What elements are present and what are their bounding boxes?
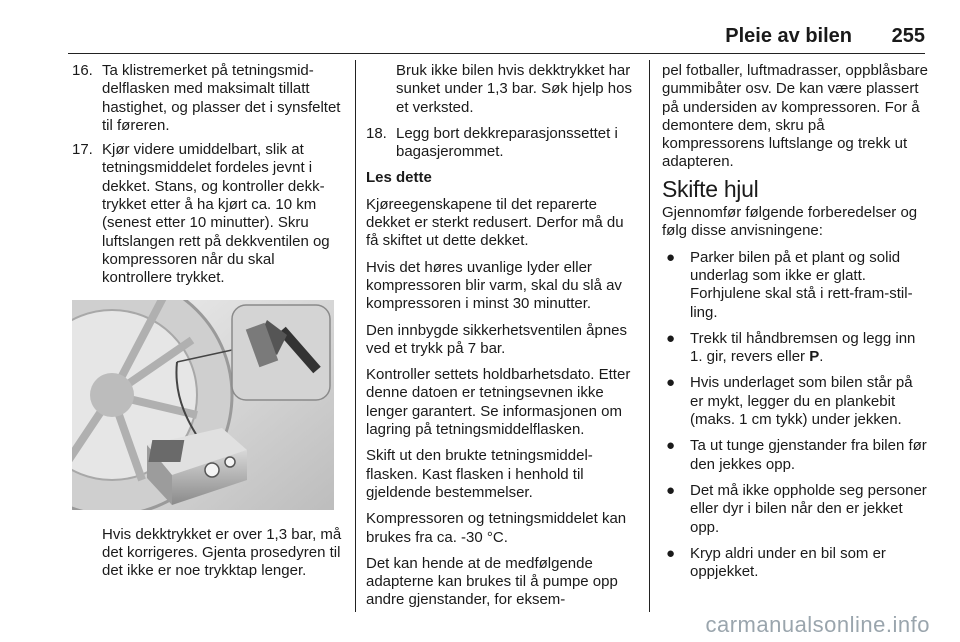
column-2 <box>366 62 638 618</box>
column-3 <box>662 62 930 589</box>
bullet-icon: ● <box>666 329 676 347</box>
bullet-item <box>662 249 930 322</box>
bullet-text-suffix: . <box>819 348 824 366</box>
list-item-16 <box>72 62 344 135</box>
paragraph: Hvis det høres uvanlige lyder eller kompressoren blir varm, skal du slå av kompressoren i minst 30 minutter. <box>366 258 622 313</box>
watermark: carmanualsonline.info <box>705 612 930 637</box>
paragraph: Skift ut den brukte tetningsmiddelflasken. Kast flasken i henhold til gjeldende bestemmelser. <box>366 447 593 501</box>
compressor-image <box>72 300 334 510</box>
bullet-text: Det må ikke oppholde seg personer eller dyr i bilen når den er jekket opp. <box>690 481 927 536</box>
section-title: Skifte hjul <box>662 175 759 202</box>
bullet-item <box>662 437 930 474</box>
bullet-item <box>662 330 930 367</box>
bullet-icon: ● <box>666 374 676 392</box>
bullet-item <box>662 482 930 537</box>
bullet-icon: ● <box>666 248 676 266</box>
list-text: Legg bort dekkreparasjonssettet i bagasjerommet. <box>396 124 618 161</box>
bullet-text: Kryp aldri under en bil som er oppjekket. <box>690 544 886 581</box>
bullet-icon: ● <box>666 544 676 562</box>
paragraph: Det kan hende at de medfølgende adapterne kan brukes til å pumpe opp andre gjenstander, for eksem- <box>366 554 618 609</box>
paragraph: Den innbygde sikkerhetsventilen åpnes ved et trykk på 7 bar. <box>366 321 627 357</box>
list-number: 16. <box>72 62 93 79</box>
after-figure-text: Hvis dekktrykket er over 1,3 bar, må det korrigeres. Gjenta prosedyren til det ikke er noe trykktap lenger. <box>102 525 342 580</box>
bullet-item <box>662 545 930 582</box>
list-number: 18. <box>366 124 387 142</box>
bullet-text: Parker bilen på et plant og solid underlag som ikke er glatt. Forhjulene skal stå i rett-fram-stilling. <box>690 248 913 321</box>
bullet-text <box>690 330 930 367</box>
header-rule <box>68 53 925 54</box>
note-text: Kjøreegenskapene til det reparerte dekket er sterkt redusert. Derfor må du få skiftet ut dette dekket. <box>366 195 624 250</box>
list-item-17 <box>72 141 344 287</box>
gear-p-label: P <box>809 348 820 366</box>
bullet-text: Hvis underlaget som bilen står på er mykt, legger du en plankebit (maks. 1 cm tykk) under jekken. <box>690 374 913 429</box>
page-number: 255 <box>891 25 925 47</box>
bullet-text: Ta ut tunge gjenstander fra bilen før den jekkes opp. <box>690 437 927 473</box>
bullet-text-prefix: Trekk til håndbremsen og legg inn 1. gir, revers eller <box>690 329 916 366</box>
bullet-icon: ● <box>666 437 676 455</box>
list-number: 17. <box>72 141 93 159</box>
list-text: Ta klistremerket på tetningsmiddelflasken med maksimalt tillatt hastighet, og plasser det i synsfeltet til føreren. <box>102 62 341 134</box>
column-divider-2 <box>649 60 650 612</box>
bullet-icon: ● <box>666 481 676 499</box>
section-intro: Gjennomfør følgende forberedelser og følg disse anvisningene: <box>662 204 918 240</box>
list-item-18 <box>366 125 638 162</box>
list-text: Kjør videre umiddelbart, slik at tetningsmiddelet fordeles jevnt i dekket. Stans, og kontroller dekktrykket etter å ha kjørt ca. 10 km (senest etter 10 minutter). Skru luftslangen rett på dekkventilen og kompressoren når du skal kontrollere trykket. <box>102 141 330 287</box>
note-title: Les dette <box>366 169 432 187</box>
compressor-illustration <box>72 300 334 510</box>
paragraph: Kompressoren og tetningsmiddelet kan brukes fra ca. -30 °C. <box>366 510 627 546</box>
paragraph: Kontroller settets holdbarhetsdato. Etter denne datoen er tetningsevnen ikke lenger garantert. Se informasjonen om lagring på tetningsmiddelflasken. <box>366 366 631 439</box>
column-divider-1 <box>355 60 356 612</box>
continuation-paragraph: pel fotballer, luftmadrasser, oppblåsbare gummibåter osv. De kan være plassert på undersiden av kompressoren. For å demontere dem, skru på kompressorens luftslange og trekk ut adapteren. <box>662 62 928 171</box>
bullet-item <box>662 374 930 429</box>
continued-instruction: Bruk ikke bilen hvis dekktrykket har sunket under 1,3 bar. Søk hjelp hos et verksted. <box>396 62 632 116</box>
header-title: Pleie av bilen <box>725 25 852 47</box>
column-1 <box>72 62 344 588</box>
